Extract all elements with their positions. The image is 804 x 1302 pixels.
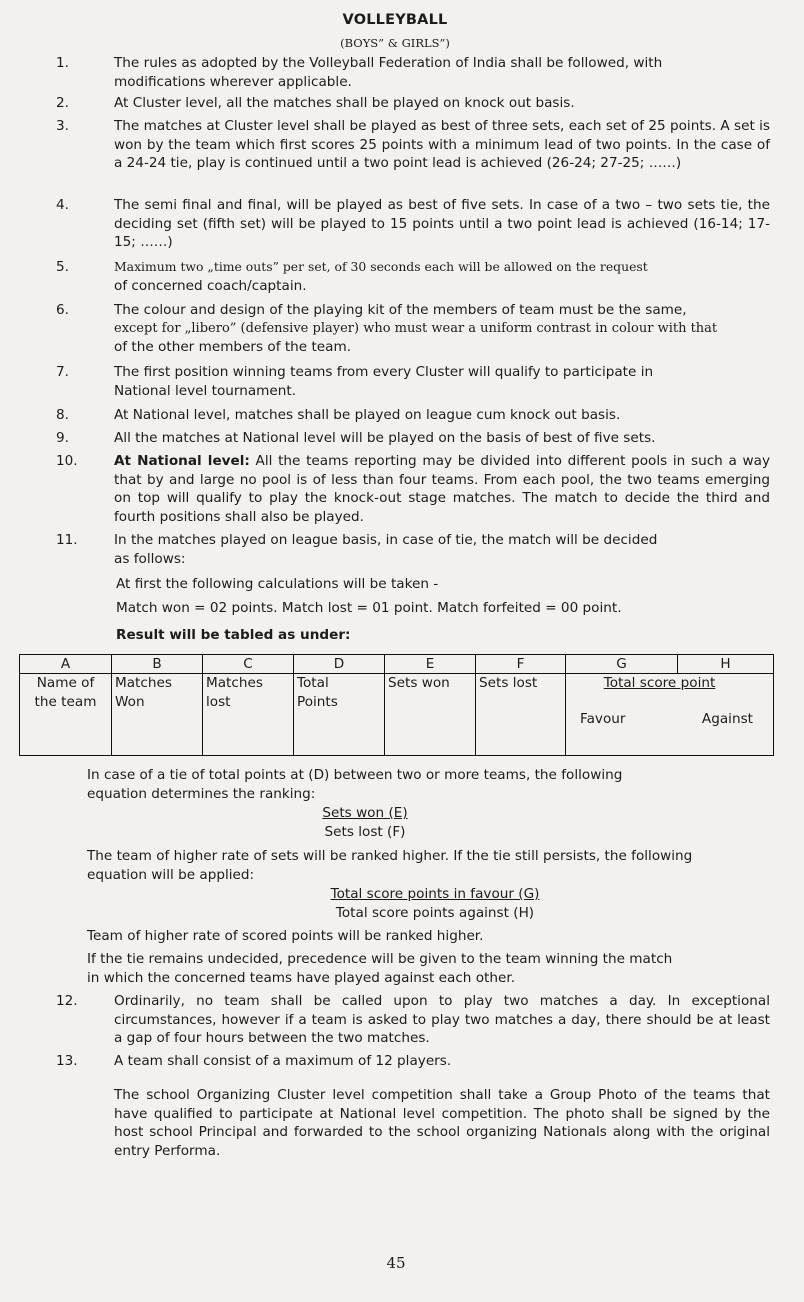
rule-number: 5. <box>56 259 69 275</box>
rule-text-line: At Cluster level, all the matches shall be played on knock out basis. <box>114 95 575 111</box>
page-subtitle: (BOYS” & GIRLS”) <box>340 36 450 50</box>
higher-sets-line: The team of higher rate of sets will be ranked higher. If the tie still persists, the following <box>87 848 693 864</box>
page-number: 45 <box>386 1254 406 1272</box>
column-letter: H <box>678 655 774 674</box>
rule-text: All the teams reporting may be divided into different pools in such a way that by and large no pool is of less than four teams. From each pool, the two teams emerging on top will qualify to play the knock-out stage matches. The match to decide the third and fourth positions shall also be played. <box>114 453 770 525</box>
header-cell-matches-lost: Matches lost <box>203 674 294 756</box>
result-table <box>19 654 774 756</box>
rule-number: 13. <box>56 1053 78 1069</box>
tie-text-line: equation determines the ranking: <box>87 786 316 802</box>
rule-number: 2. <box>56 95 69 111</box>
higher-sets-line: equation will be applied: <box>87 867 255 883</box>
fraction-numerator: Sets won (E) <box>322 805 408 821</box>
header-cell-total-score <box>566 674 774 756</box>
table-letter-row <box>20 655 774 674</box>
rule-bold-lead: At National level: <box>114 453 250 469</box>
column-letter: A <box>20 655 112 674</box>
undecided-line: in which the concerned teams have played against each other. <box>87 970 516 986</box>
rule-text-line: modifications wherever applicable. <box>114 73 352 90</box>
rule-number: 11. <box>56 532 78 548</box>
table-header-row <box>20 674 774 756</box>
rule-text-line: of concerned coach/captain. <box>114 277 307 294</box>
rule-number: 9. <box>56 430 69 446</box>
higher-points-line: Team of higher rate of scored points will be ranked higher. <box>87 928 484 944</box>
rule-number: 1. <box>56 55 69 71</box>
tie-text-line: In case of a tie of total points at (D) between two or more teams, the following <box>87 767 623 783</box>
rule-text-line: All the matches at National level will be played on the basis of best of five sets. <box>114 430 656 446</box>
points-ratio-fraction <box>300 885 570 923</box>
rule-number: 8. <box>56 407 69 423</box>
total-score-label: Total score point <box>603 675 716 692</box>
points-line: Match won = 02 points. Match lost = 01 point. Match forfeited = 00 point. <box>116 600 622 616</box>
header-cell-sets-lost: Sets lost <box>476 674 566 756</box>
rule-text: Ordinarily, no team shall be called upon to play two matches a day. In exceptional circumstances, however if a team is asked to play two matches a day, there should be at least a gap of four hours between the two matches. <box>114 993 770 1046</box>
table-title: Result will be tabled as under: <box>116 627 351 643</box>
rule-text-line: as follows: <box>114 550 186 567</box>
rule-number: 7. <box>56 364 69 380</box>
rule-text-line: At National level, matches shall be played on league cum knock out basis. <box>114 407 621 423</box>
rule-text-line: National level tournament. <box>114 382 297 399</box>
header-cell-sets-won: Sets won <box>385 674 476 756</box>
column-letter: F <box>476 655 566 674</box>
rule-text-line: In the matches played on league basis, in case of tie, the match will be decided <box>114 532 658 548</box>
column-letter: G <box>566 655 678 674</box>
rule-number: 10. <box>56 453 78 469</box>
closing-text: The school Organizing Cluster level competition shall take a Group Photo of the teams that have qualified to participate at National level competition. The photo shall be signed by the host school Principal and forwarded to the school organizing Nationals along with the original entry Performa. <box>114 1087 770 1159</box>
rule-text-line: of the other members of the team. <box>114 339 352 355</box>
rule-number: 6. <box>56 302 69 318</box>
rule-text-line: Maximum two „time outs” per set, of 30 seconds each will be allowed on the request <box>114 259 648 274</box>
fraction-denominator: Total score points against (H) <box>335 905 535 921</box>
rule-text-line: The rules as adopted by the Volleyball Federation of India shall be followed, with <box>114 55 663 71</box>
undecided-line: If the tie remains undecided, precedence will be given to the team winning the match <box>87 951 673 967</box>
calculation-intro: At first the following calculations will be taken - <box>116 576 439 592</box>
fraction-numerator: Total score points in favour (G) <box>330 886 540 902</box>
header-cell-matches-won: Matches Won <box>112 674 203 756</box>
rule-text: The semi final and final, will be played as best of five sets. In case of a two – two sets tie, the deciding set (fifth set) will be played to 15 points until a two point lead is achieved (16-14; 17-15; ……) <box>114 197 770 250</box>
rule-number: 4. <box>56 197 69 213</box>
rule-text-line: except for „libero” (defensive player) who must wear a uniform contrast in colour with that <box>114 320 718 336</box>
rule-text-line: The colour and design of the playing kit of the members of team must be the same, <box>114 302 687 318</box>
sets-ratio-fraction <box>300 804 430 842</box>
rule-number: 12. <box>56 993 78 1009</box>
header-cell-name: Name of the team <box>20 674 112 756</box>
fraction-denominator: Sets lost (F) <box>324 824 406 840</box>
column-letter: E <box>385 655 476 674</box>
rule-number: 3. <box>56 118 69 134</box>
column-letter: D <box>294 655 385 674</box>
rule-text-line: The first position winning teams from every Cluster will qualify to participate in <box>114 364 654 380</box>
rule-text: A team shall consist of a maximum of 12 players. <box>114 1053 452 1069</box>
against-label: Against <box>701 711 753 728</box>
column-letter: B <box>112 655 203 674</box>
page-title: VOLLEYBALL <box>342 12 448 28</box>
column-letter: C <box>203 655 294 674</box>
rule-text: The matches at Cluster level shall be played as best of three sets, each set of 25 points. A set is won by the team which first scores 25 points with a minimum lead of two points. In the case of a 24-24 tie, play is continued until a two point lead is achieved (26-24; 27-25; ……) <box>114 118 770 171</box>
header-cell-total-points: Total Points <box>294 674 385 756</box>
favour-label: Favour <box>580 711 626 728</box>
